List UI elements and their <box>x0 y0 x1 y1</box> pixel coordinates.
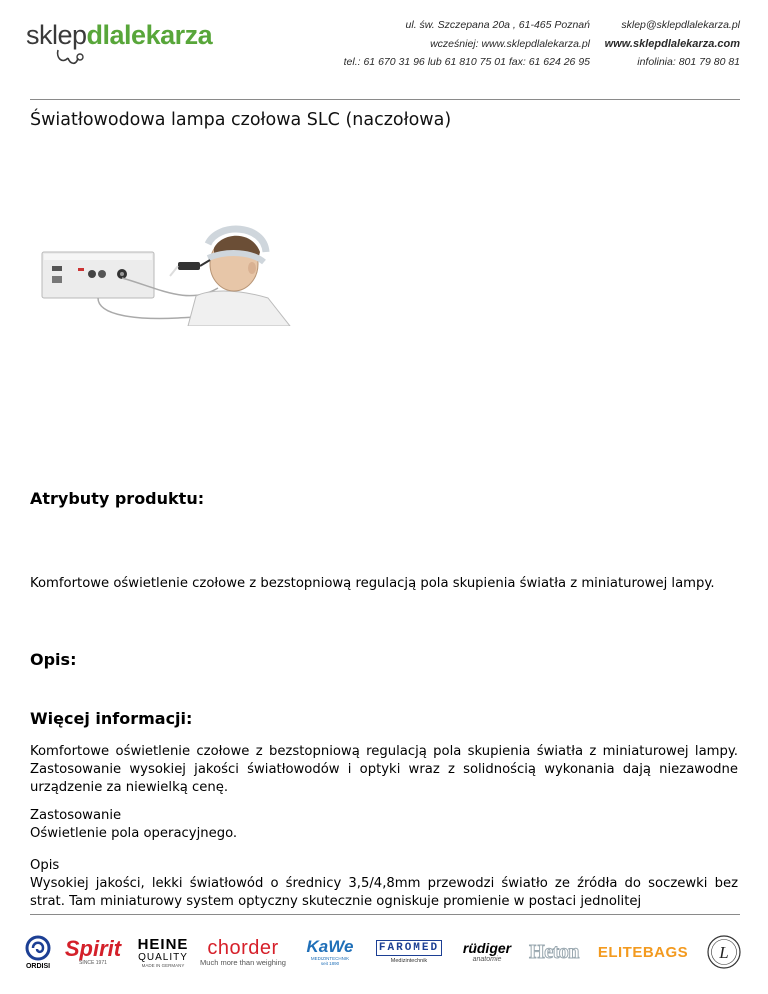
brand-chorder-logo[interactable] <box>196 920 290 984</box>
shop-address-block <box>344 16 590 72</box>
brand-faromed-name: FAROMED <box>376 940 442 956</box>
shop-contact-block <box>605 16 740 72</box>
stethoscope-icon <box>54 48 84 68</box>
brand-heine-logo[interactable] <box>138 920 188 984</box>
brand-heine-quality: QUALITY <box>138 951 188 963</box>
product-attributes-heading: Atrybuty produktu: <box>30 489 205 508</box>
logo-word-dla: dla <box>86 20 125 50</box>
product-title: Światłowodowa lampa czołowa SLC (naczołowa) <box>30 110 452 130</box>
brand-ordisi-logo[interactable] <box>20 920 56 984</box>
littmann-seal-icon <box>706 934 742 970</box>
brand-littmann-initial: L <box>719 943 729 962</box>
footer-divider <box>30 914 740 915</box>
more-info-heading: Więcej informacji: <box>30 709 193 728</box>
brand-spirit-name: Spirit <box>64 936 122 961</box>
brand-kawe-sub2: seit 1890 <box>320 961 340 966</box>
brand-ordisi-name: ORDISI <box>25 962 51 970</box>
brand-chorder-name: chorder <box>207 936 279 959</box>
description-label: Opis <box>30 858 60 873</box>
usage-label: Zastosowanie <box>30 808 122 823</box>
brand-heton-logo[interactable] <box>526 920 582 984</box>
description-heading: Opis: <box>30 650 77 669</box>
brand-elitebags-logo[interactable] <box>590 920 696 984</box>
brand-elitebags-name: ELITEBAGS <box>597 943 689 961</box>
contact-hotline: infolinia: 801 79 80 81 <box>637 56 740 68</box>
brand-heton-name: Heton <box>529 940 579 963</box>
header-divider <box>30 99 740 100</box>
address-street: ul. św. Szczepana 20a , 61-465 Poznań <box>405 19 590 31</box>
brand-faromed-sub: Medizintechnik <box>390 958 428 964</box>
shop-logo[interactable] <box>26 16 213 66</box>
page-header <box>0 0 768 80</box>
brand-faromed-logo[interactable] <box>368 920 450 984</box>
logo-word-sklep: sklep <box>26 20 87 50</box>
brand-chorder-sub: Much more than weighing <box>200 957 286 967</box>
logo-word-lekarza: lekarza <box>124 20 213 50</box>
brand-kawe-logo[interactable] <box>300 920 360 984</box>
brand-rudiger-name: rüdiger <box>462 940 512 956</box>
brand-rudiger-sub: anatomie <box>472 956 502 963</box>
product-attributes-text: Komfortowe oświetlenie czołowe z bezstopniową regulacją pola skupienia światła z miniaturowej lampy. <box>30 576 715 591</box>
brand-spirit-logo[interactable] <box>60 920 126 984</box>
ordisi-swirl-icon <box>25 935 51 961</box>
usage-text: Oświetlenie pola operacyjnego. <box>30 826 238 841</box>
contact-website[interactable]: www.sklepdlalekarza.com <box>604 37 740 50</box>
address-former-site: wcześniej: www.sklepdlalekarza.pl <box>430 37 590 50</box>
brand-logo-strip <box>0 920 768 984</box>
headlamp-product-photo <box>38 218 302 326</box>
brand-littmann-logo[interactable] <box>704 920 744 984</box>
more-info-text: Komfortowe oświetlenie czołowe z bezstopniową regulacją pola skupienia światła z miniaturowej lampy. Zastosowanie wysokiej jakości światłowodów i optyki wraz z solidnością wykonania dają niezawodne urządzenie za niewielką cenę. <box>30 744 738 795</box>
brand-rudiger-logo[interactable] <box>460 920 514 984</box>
brand-spirit-sub: SINCE 1971 <box>79 960 107 966</box>
description-text: Wysokiej jakości, lekki światłowód o średnicy 3,5/4,8mm przewodzi światło ze źródła do soczewki bez strat. Tam miniaturowy system optyczny skutecznie ogniskuje promienie w postaci jednolitej <box>30 876 738 909</box>
brand-heine-sub: MADE IN GERMANY <box>141 962 185 968</box>
brand-kawe-name: KaWe <box>306 937 354 956</box>
contact-email[interactable]: sklep@sklepdlalekarza.pl <box>621 19 740 31</box>
address-phones: tel.: 61 670 31 96 lub 61 810 75 01 fax: 61 624 26 95 <box>343 56 590 68</box>
brand-heine-name: HEINE <box>137 935 189 953</box>
brand-kawe-sub: MEDIZINTECHNIK <box>310 956 350 961</box>
